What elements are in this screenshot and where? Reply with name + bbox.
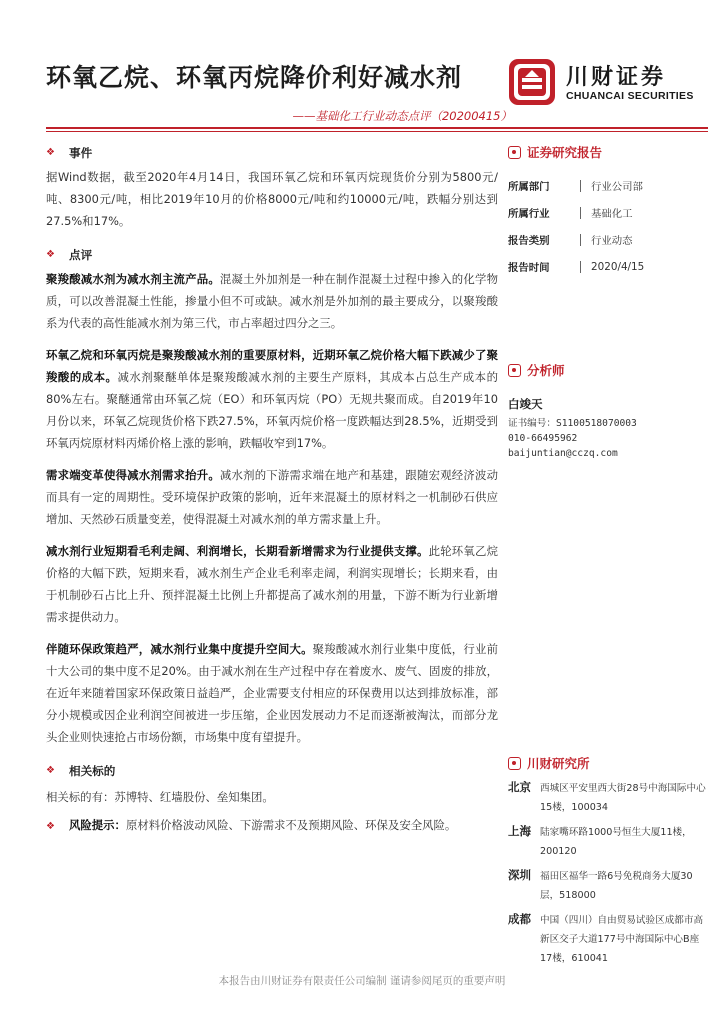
- report-icon: [508, 146, 521, 159]
- brand-logo: [508, 58, 708, 108]
- info-separator: [580, 261, 581, 273]
- risk-heading: 风险提示：: [68, 818, 126, 832]
- header-divider: [46, 127, 708, 129]
- info-separator: [580, 234, 581, 246]
- office-city: 北京: [508, 780, 531, 794]
- review-paragraph: [46, 344, 498, 454]
- paragraph-body: 减水剂的下游需求端在地产和基建，跟随宏观经济波动而具有一定的周期性。受环境保护政策的影响，近年来混凝土的原材料之一机制砂石供应增加、天然砂石质量变差，使得混凝土对减水剂的单方需求量上升。: [46, 468, 498, 526]
- logo-english-name: CHUANCAI SECURITIES: [566, 90, 694, 102]
- report-title: 环氧乙烷、环氧丙烷降价利好减水剂: [46, 63, 463, 92]
- main-content: [46, 140, 498, 848]
- sidebar-heading-report: [508, 140, 708, 164]
- office-address: 福田区福华一路6号免税商务大厦30层，518000: [540, 871, 693, 901]
- diamond-bullet-icon: ❖: [46, 249, 55, 260]
- logo-chinese-name: 川财证券: [566, 65, 667, 90]
- office-chengdu: [508, 911, 708, 968]
- paragraph-lead: 伴随环保政策趋严，减水剂行业集中度提升空间大。: [46, 642, 313, 656]
- paragraph-body: 减水剂聚醚单体是聚羧酸减水剂的主要生产原料，其成本占总生产成本的80%左右。聚醚通常由环氧乙烷（EO）和环氧丙烷（PO）无规共聚而成。自2019年10月份以来，环氧乙烷现货价格下跌27.5%，环氧丙烷价格一度跌幅达到28.5%，近期受到环氧丙烷原材料丙烯价格上涨的影响，跌幅收窄到17%。: [46, 370, 498, 450]
- section-heading-label: 相关标的: [68, 764, 116, 778]
- info-key: 报告类别: [508, 235, 550, 247]
- header-divider-thin: [46, 131, 708, 132]
- paragraph-body: 聚羧酸减水剂行业集中度低，行业前十大公司的集中度不足20%。由于减水剂在生产过程中存在着废水、废气、固废的排放，在近年来随着国家环保政策日益趋严，企业需要支付相应的环保费用以达到排放标准，部分小规模或因企业利润空间被进一步压缩，企业因发展动力不足而逐渐被淘汰，而部分龙头企业则快速抢占市场份额，市场集中度有望提升。: [46, 642, 498, 744]
- office-shenzhen: [508, 867, 708, 905]
- event-paragraph: 据Wind数据，截至2020年4月14日，我国环氧乙烷和环氧丙烷现货价分别为5800元/吨、8300元/吨，相比2019年10月的价格8000元/吨和约10000元/吨，跌幅分别达到27.5%和17%。: [46, 170, 498, 228]
- paragraph-body: 混凝土外加剂是一种在制作混凝土过程中掺入的化学物质，可以改善混凝土性能，掺量小但不可或缺。减水剂是外加剂的最主要成分，以聚羧酸系为代表的高性能减水剂为第三代，市占率超过四分之三。: [46, 272, 498, 330]
- section-heading-event: [46, 140, 498, 166]
- review-paragraph: [46, 638, 498, 748]
- office-city: 深圳: [508, 868, 531, 882]
- section-heading-related: [46, 758, 498, 784]
- info-row-date: [508, 253, 708, 280]
- info-key: 所属行业: [508, 208, 550, 220]
- risk-paragraph: [46, 814, 498, 838]
- section-heading-review: [46, 242, 498, 268]
- review-paragraph: [46, 268, 498, 334]
- info-separator: [580, 207, 581, 219]
- analyst-phone: 010-66495962: [508, 433, 578, 444]
- chuancai-logo-icon: [508, 58, 556, 106]
- report-subtitle: ——基础化工行业动态点评（20200415）: [292, 109, 512, 123]
- analyst-email[interactable]: baijuntian@cczq.com: [508, 448, 618, 459]
- review-paragraph: [46, 464, 498, 530]
- sidebar-heading-label: 川财研究所: [527, 756, 590, 771]
- info-value: 行业公司部: [591, 181, 643, 193]
- info-row-department: [508, 172, 708, 199]
- office-city: 上海: [508, 824, 531, 838]
- info-value: 行业动态: [591, 235, 633, 247]
- diamond-bullet-icon: ❖: [46, 821, 55, 832]
- info-value: 基础化工: [591, 208, 633, 220]
- paragraph-lead: 减水剂行业短期看毛利走阔、利润增长，长期看新增需求为行业提供支撑。: [46, 544, 429, 558]
- sidebar-heading-analyst: [508, 358, 708, 382]
- review-paragraph: [46, 540, 498, 628]
- info-value: 2020/4/15: [591, 260, 645, 273]
- related-paragraph: 相关标的有：苏博特、红墙股份、垒知集团。: [46, 790, 274, 804]
- sidebar: [508, 140, 708, 974]
- section-heading-label: 事件: [68, 146, 93, 160]
- analyst-icon: [508, 364, 521, 377]
- info-row-industry: [508, 199, 708, 226]
- info-row-category: [508, 226, 708, 253]
- diamond-bullet-icon: ❖: [46, 147, 55, 158]
- info-separator: [580, 180, 581, 192]
- sidebar-heading-label: 证券研究报告: [527, 145, 603, 160]
- paragraph-lead: 需求端变革使得减水剂需求抬升。: [46, 468, 220, 482]
- page-footer: 本报告由川财证券有限责任公司编制 谨请参阅尾页的重要声明: [218, 975, 506, 987]
- sidebar-heading-label: 分析师: [527, 363, 565, 378]
- paragraph-body: 此轮环氧乙烷价格的大幅下跌，短期来看，减水剂生产企业毛利率走阔，利润实现增长；长期来看，由于机制砂石占比上升、预拌混凝土比例上升都提高了减水剂的用量，下游不断为行业新增需求提供动力。: [46, 544, 498, 624]
- info-key: 报告时间: [508, 262, 550, 274]
- sidebar-heading-institute: [508, 751, 708, 775]
- office-address: 陆家嘴环路1000号恒生大厦11楼，200120: [540, 827, 692, 857]
- paragraph-lead: 环氧乙烷和环氧丙烷是聚羧酸减水剂的重要原材料，近期环氧乙烷价格大幅下跌减少了聚羧酸的成本。: [46, 348, 498, 384]
- diamond-bullet-icon: ❖: [46, 765, 55, 776]
- info-key: 所属部门: [508, 181, 550, 193]
- office-address: 中国（四川）自由贸易试验区成都市高新区交子大道177号中海国际中心B座17楼，610041: [540, 915, 704, 964]
- analyst-name: 白竣天: [508, 397, 543, 411]
- institute-icon: [508, 757, 521, 770]
- section-heading-label: 点评: [68, 248, 93, 262]
- analyst-cert: 证书编号：S1100518070003: [508, 418, 637, 429]
- paragraph-lead: 聚羧酸减水剂为减水剂主流产品。: [46, 272, 220, 286]
- office-beijing: [508, 779, 708, 817]
- office-city: 成都: [508, 912, 531, 926]
- office-address: 西城区平安里西大街28号中海国际中心15楼，100034: [540, 783, 706, 813]
- risk-body: 原材料价格波动风险、下游需求不及预期风险、环保及安全风险。: [125, 818, 457, 832]
- office-shanghai: [508, 823, 708, 861]
